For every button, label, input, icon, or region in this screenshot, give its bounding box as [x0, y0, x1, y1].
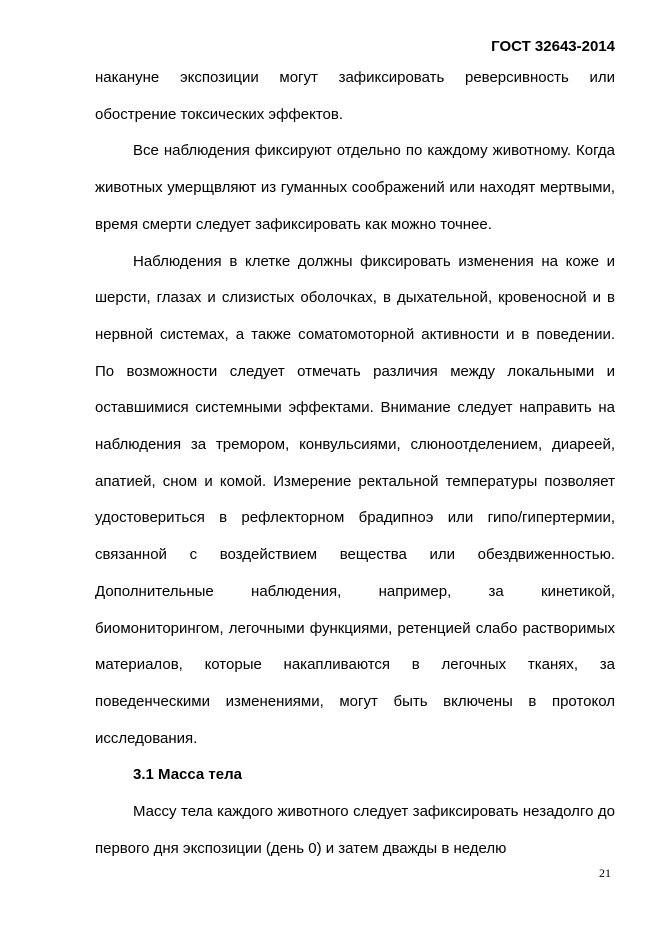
document-body [95, 60, 615, 867]
page-number: 21 [599, 866, 611, 880]
section-heading-body-mass: 3.1 Масса тела [133, 766, 242, 784]
paragraph-body-mass: Массу тела каждого животного следует зафиксировать незадолго до первого дня экспозиции (день 0) и затем дважды в неделю [95, 803, 615, 857]
document-code: ГОСТ 32643-2014 [491, 38, 615, 55]
paragraph-observations-recording: Все наблюдения фиксируют отдельно по каждому животному. Когда животных умерщвляют из гуманных соображений или находят мертвыми, время смерти следует зафиксировать как можно точнее. [95, 142, 615, 233]
paragraph-continuation: накануне экспозиции могут зафиксировать реверсивность или обострение токсических эффектов. [95, 69, 615, 123]
paragraph-cage-observations: Наблюдения в клетке должны фиксировать изменения на коже и шерсти, глазах и слизистых оболочках, в дыхательной, кровеносной и в нервной системах, а также соматомоторной активности и в поведении. По возможности следует отмечать различия между локальными и оставшимися системными эффектами. Внимание следует направить на наблюдения за тремором, конвульсиями, слюноотделением, диареей, апатией, сном и комой. Измерение ректальной температуры позволяет удостовериться в рефлекторном брадипноэ или гипо/гипертермии, связанной с воздействием вещества или обездвиженностью. Дополнительные наблюдения, например, за кинетикой, биомониторингом, легочными функциями, ретенцией слабо растворимых материалов, которые накапливаются в легочных тканях, за поведенческими изменениями, могут быть включены в протокол исследования. [95, 252, 615, 747]
